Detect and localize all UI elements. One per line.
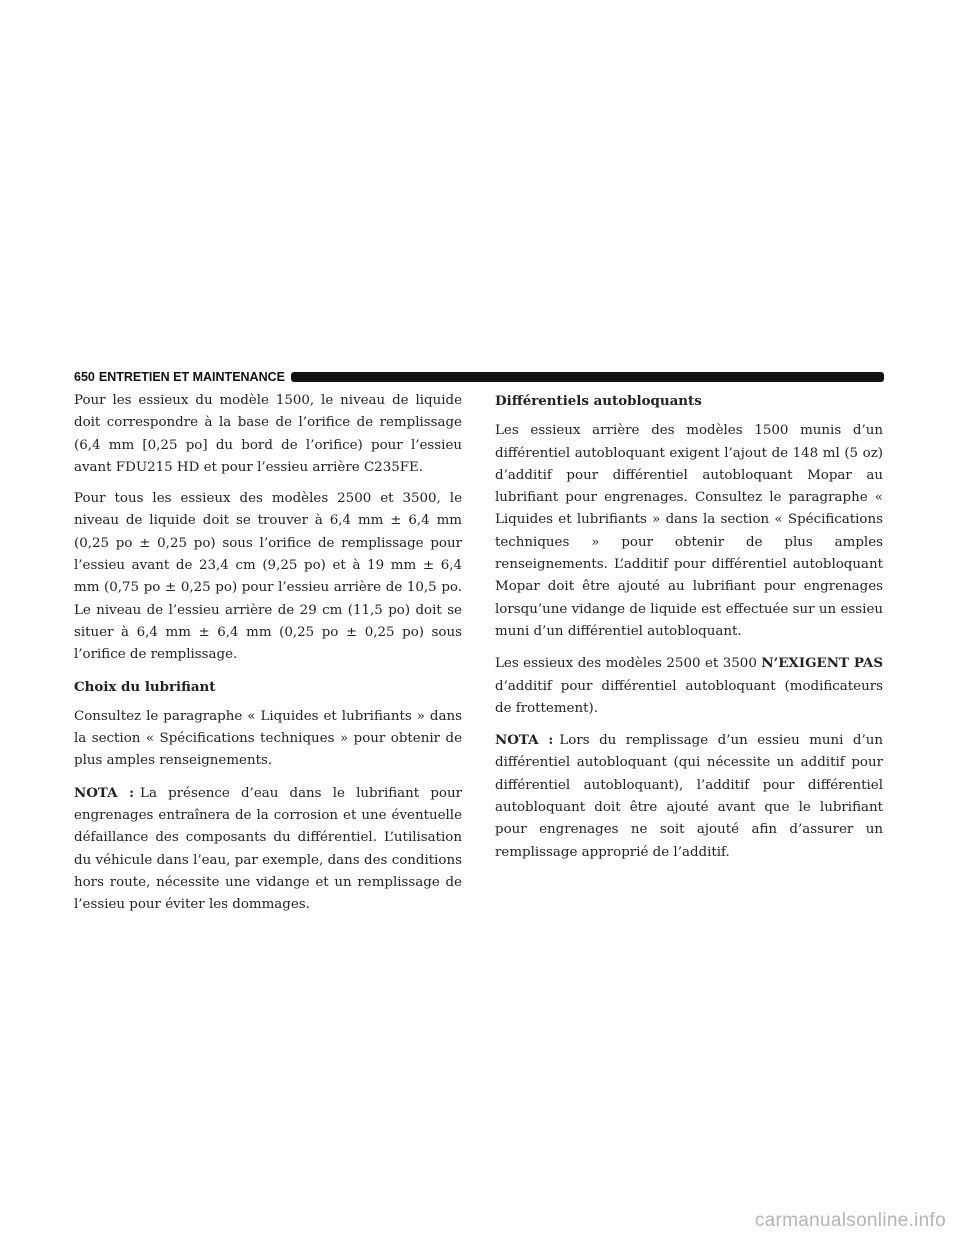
note-limited-slip-fill — [495, 729, 883, 864]
left-column — [74, 390, 462, 926]
note-label: NOTA : — [74, 784, 135, 801]
page-header — [74, 369, 884, 385]
note-text: Lors du remplissage d’un essieu muni d’un différentiel autobloquant (qui nécessite un additif pour différentiel autobloquant), l’additif pour différentiel autobloquant doit être ajouté avant que le lubrifiant pour engrenages ne soit ajouté afin d’assurer un remplissage approprié de l’additif. — [495, 733, 883, 860]
paragraph-fluid-level-2500-3500: Pour tous les essieux des modèles 2500 et 3500, le niveau de liquide doit se trouver à 6,4 mm ± 6,4 mm (0,25 po ± 0,25 po) sous l’orifice de remplissage pour l’essieu avant de 23,4 cm (9,25 po) et à 19 mm ± 6,4 mm (0,75 po ± 0,25 po) pour l’essieu arrière de 10,5 po. Le niveau de l’essieu arrière de 29 cm (11,5 po) doit se situer à 6,4 mm ± 6,4 mm (0,25 po ± 0,25 po) sous l’orifice de remplissage. — [74, 491, 462, 663]
heading-lubricant-selection: Choix du lubrifiant — [74, 678, 216, 695]
text-run: Les essieux des modèles 2500 et 3500 — [495, 656, 762, 672]
paragraph-fluid-level-1500: Pour les essieux du modèle 1500, le niveau de liquide doit correspondre à la base de l’orifice de remplissage (6,4 mm [0,25 po] du bord de l’orifice) pour l’essieu avant FDU215 HD et pour l’essieu arrière C235FE. — [74, 393, 462, 475]
note-water-contamination — [74, 782, 462, 917]
section-title: ENTRETIEN ET MAINTENANCE — [98, 370, 285, 384]
site-watermark: carmanualsonline.info — [754, 1210, 946, 1231]
paragraph-lubricant-reference: Consultez le paragraphe « Liquides et lubrifiants » dans la section « Spécifications techniques » pour obtenir de plus amples renseignements. — [74, 708, 462, 769]
note-text: La présence d’eau dans le lubrifiant pour engrenages entraînera de la corrosion et une éventuelle défaillance des composants du différentiel. L’utilisation du véhicule dans l’eau, par exemple, dans des conditions hors route, nécessite une vidange et un remplissage de l’essieu pour éviter les dommages. — [74, 785, 462, 913]
header-rule — [291, 372, 884, 382]
paragraph-limited-slip-2500-3500 — [495, 652, 883, 720]
text-run: d’additif pour différentiel autobloquant (modificateurs de frottement). — [495, 678, 883, 716]
page-number: 650 — [74, 370, 95, 384]
note-label: NOTA : — [495, 732, 554, 749]
paragraph-limited-slip-1500: Les essieux arrière des modèles 1500 munis d’un différentiel autobloquant exigent l’ajout de 148 ml (5 oz) d’additif pour différentiel autobloquant Mopar au lubrifiant pour engrenages. Consultez le paragraphe « Liquides et lubrifiants » dans la section « Spécifications techniques » pour obtenir de plus amples renseignements. L’additif pour différentiel autobloquant Mopar doit être ajouté au lubrifiant pour engrenages lorsqu’une vidange de liquide est effectuée sur un essieu muni d’un différentiel autobloquant. — [495, 423, 883, 639]
emphasis-not-required: N’EXIGENT PAS — [761, 655, 883, 672]
right-column — [495, 390, 883, 873]
heading-limited-slip: Différentiels autobloquants — [495, 393, 702, 409]
